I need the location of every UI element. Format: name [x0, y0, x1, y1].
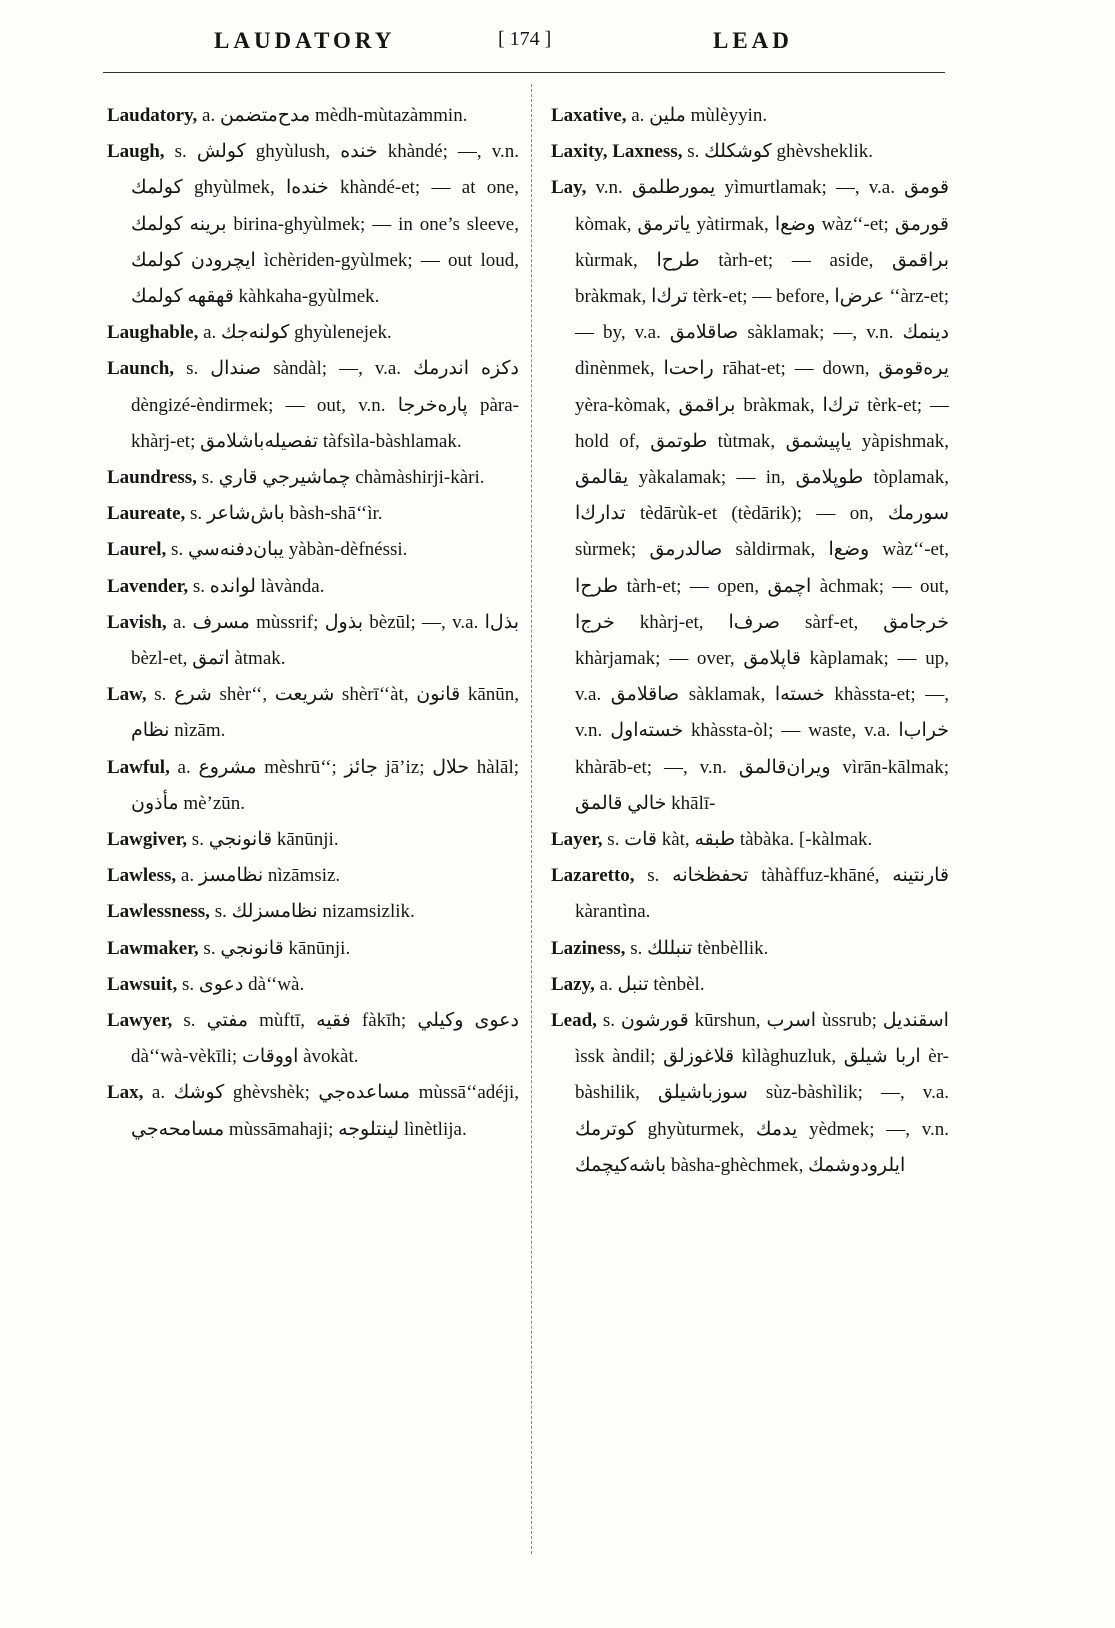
dictionary-entry: Lawyer, s. مفتي mùftī, فقيه fàkīh; دعوى وكيلي dà‘‘wà-vèkīli; اووقات àvokàt. — [107, 1010, 519, 1068]
dictionary-entry: Laziness, s. تنبللك tènbèllik. — [551, 937, 769, 959]
dictionary-entry: Launch, s. صندال sàndàl; —, v.a. دكزه اندرمك dèngizé-èndirmek; — out, v.n. پاره‌خرجا pàra-khàrj-et; تفصيله‌باشلامق tàfsìla-bàshlamak. — [107, 358, 519, 452]
dictionary-entry: Laxity, Laxness, s. كوشكلك ghèvsheklik. — [551, 141, 874, 163]
dictionary-entry: Lawlessness, s. نظامسزلك nizamsizlik. — [107, 901, 415, 923]
running-head-right: LEAD — [713, 28, 793, 53]
dictionary-entry: Laxative, a. ملين mùlèyyin. — [551, 105, 768, 126]
dictionary-entry: Lavish, a. مسرف mùssrif; بذول bèzūl; —, v.a. بذل‌ا bèzl-et, اتمق àtmak. — [107, 611, 519, 670]
dictionary-entry: Lay, v.n. يمورطلمق yìmurtlamak; —, v.a. قومق kòmak, ياترمق yàtirmak, وضع‌ا wàz‘‘-et; قورمق kùrmak, طرح‌ا tàrh-et; — aside, براقمق bràkmak, ترك‌ا tèrk-et; — before, عرض‌ا ‘‘àrz-et; — by, v.a. صاقلامق sàklamak; —, v.n. دينمك dìnènmek, راحت‌ا rāhat-et; — down, يره‌قومق yèra-kòmak, براقمق bràkmak, ترك‌ا tèrk-et; — hold of, طوتمق tùtmak, ياپيشمق yàpishmak, يقالمق yàkalamak; — in, طوپلامق tòplamak, تدارك‌ا tèdārùk-et (tèdārik); — on, سورمك sùrmek; صالدرمق sàldirmak, وضع‌ا wàz‘‘-et, طرح‌ا tàrh-et; — open, اچمق àchmak; — out, خرج‌ا khàrj-et, صرف‌ا sàrf-et, خرجامق khàrjamak; — over, قاپلامق kàplamak; — up, v.a. صاقلامق sàklamak, خسته‌ا khàssta-et; —, v.n. خسته‌اول khàssta-òl; — waste, v.a. خراب‌ا khàrāb-et; —, v.n. ويران‌قالمق vìrān-kālmak; خالي قالمق khālī- — [551, 177, 950, 814]
dictionary-entry: Lawless, a. نظامسز nìzāmsiz. — [107, 865, 341, 887]
dictionary-entry: Lead, s. قورشون kūrshun, اسرب ùssrub; اسقنديل ìssk àndil; قلاغوزلق kìlàghuzluk, اربا شيلق èr-bàshilik, سوزباشيلق sùz-bàshìlik; —, v.a. كوترمك ghyùturmek, يدمك yèdmek; —, v.n. باشه‌كيچمك bàsha-ghèchmek, ايلرودوشمك — [551, 1010, 949, 1176]
dictionary-entry: Lawsuit, s. دعوى dà‘‘wà. — [107, 973, 305, 995]
page-number: [ 174 ] — [498, 28, 552, 50]
header-rule — [103, 72, 945, 73]
dictionary-entry: Lawful, a. مشروع mèshrū‘‘; جائز jā’iz; حلال hàlāl; مأذون mè’zūn. — [107, 756, 520, 814]
dictionary-entry: Lavender, s. لوانده làvànda. — [107, 575, 325, 597]
dictionary-entry: Lawgiver, s. قانونجي kānūnji. — [107, 829, 339, 851]
dictionary-entry: Laundress, s. چماشيرجي قاري chàmàshirji-kàri. — [107, 467, 485, 489]
dictionary-entry: Lax, a. كوشك ghèvshèk; مساعده‌جي mùssā‘‘adéji, مسامحه‌جي mùssāmahaji; لينتلوجه lìnètlija. — [107, 1082, 519, 1140]
dictionary-entry: Lazy, a. تنبل tènbèl. — [551, 973, 705, 995]
column-divider — [531, 84, 532, 1554]
running-head-left: LAUDATORY — [214, 28, 396, 53]
dictionary-entry: Layer, s. قات kàt, طبقه tàbàka. [-kàlmak. — [551, 829, 873, 851]
left-column — [107, 98, 519, 1148]
dictionary-entry: Laurel, s. يبان‌دفنه‌سي yàbàn-dèfnéssi. — [107, 539, 408, 561]
right-column — [551, 98, 949, 1184]
dictionary-entry: Lazaretto, s. تحفظخانه tàhàffuz-khāné, قارنتينه kàrantìna. — [551, 865, 949, 923]
dictionary-entry: Laudatory, a. مدح‌متضمن mèdh-mùtazàmmin. — [107, 105, 468, 126]
dictionary-entry: Laughable, a. كولنه‌جك ghyùlenejek. — [107, 322, 392, 344]
dictionary-entry: Laugh, s. كولش ghyùlush, خنده khàndé; —, v.n. كولمك ghyùlmek, خنده‌ا khàndé-et; — at one, برينه كولمك birina-ghyùlmek; — in one’s sleeve, ايچرودن كولمك ìchèriden-gyùlmek; — out loud, قهقهه كولمك kàhkaha-gyùlmek. — [107, 141, 519, 308]
dictionary-entry: Lawmaker, s. قانونجي kānūnji. — [107, 937, 351, 959]
dictionary-entry: Law, s. شرع shèr‘‘, شريعت shèrī‘‘àt, قانون kānūn, نظام nìzām. — [107, 684, 520, 742]
page-header — [0, 28, 1115, 64]
dictionary-entry: Laureate, s. باش‌شاعر bàsh-shā‘‘ìr. — [107, 503, 383, 525]
